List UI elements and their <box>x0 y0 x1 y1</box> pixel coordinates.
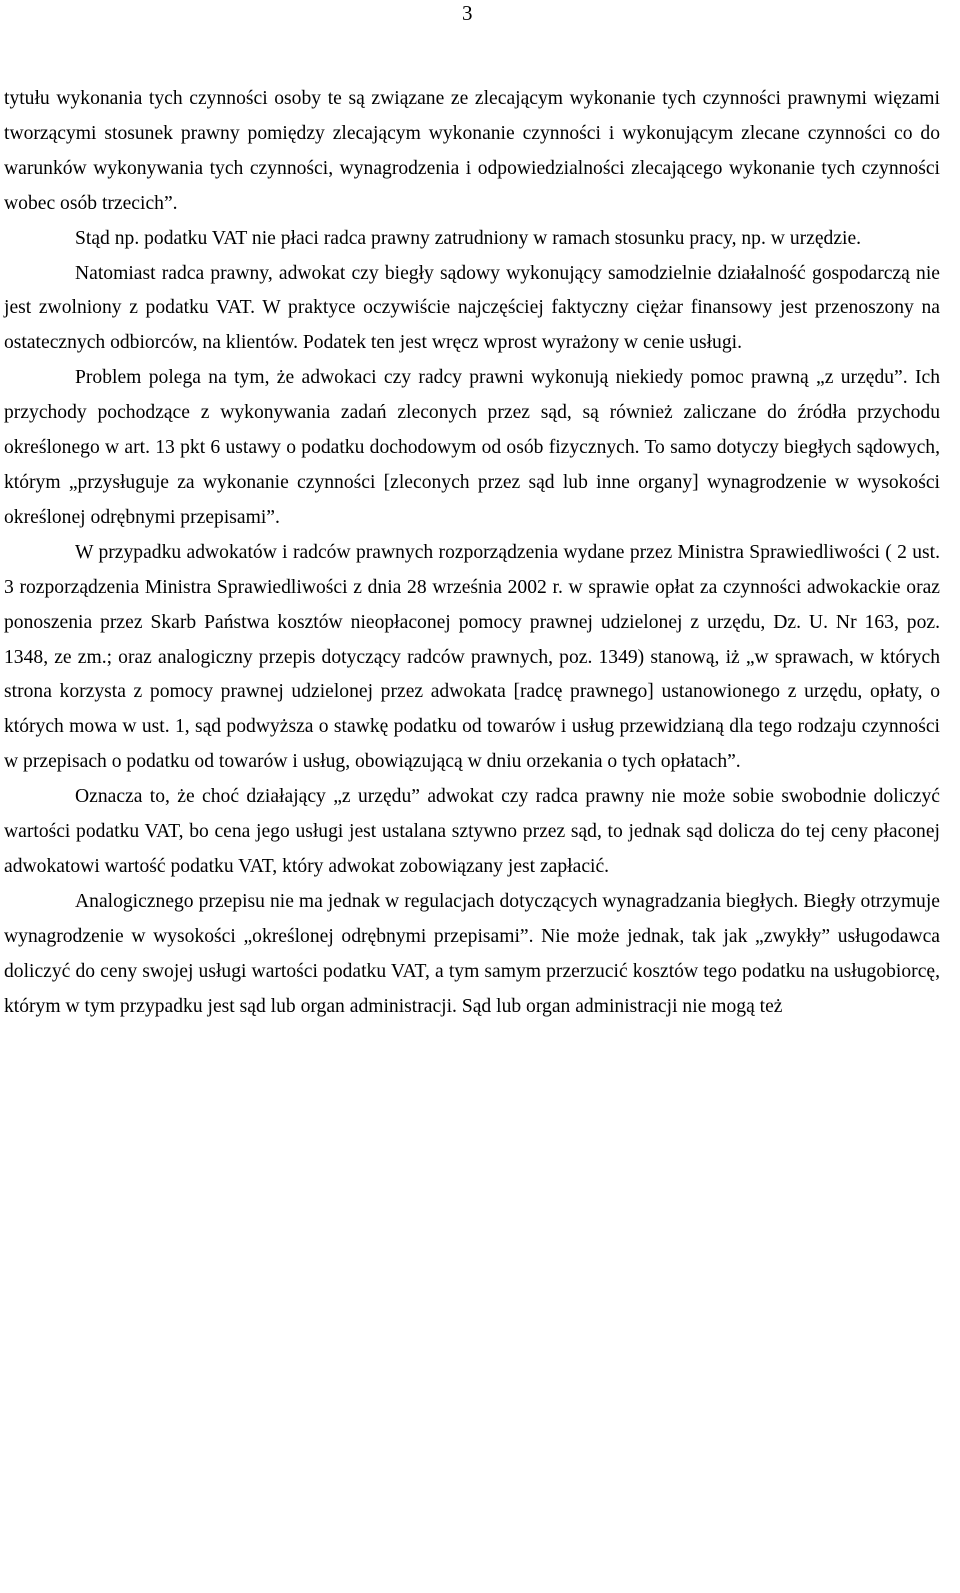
document-body <box>4 82 940 1024</box>
paragraph-3: Natomiast radca prawny, adwokat czy biegły sądowy wykonujący samodzielnie działalność gospodarczą nie jest zwolniony z podatku VAT. W praktyce oczywiście najczęściej faktyczny ciężar finansowy jest przenoszony na ostatecznych odbiorców, na klientów. Podatek ten jest wręcz wprost wyrażony w cenie usługi. <box>4 262 940 354</box>
paragraph-5: W przypadku adwokatów i radców prawnych rozporządzenia wydane przez Ministra Sprawiedliwości ( 2 ust. 3 rozporządzenia Ministra Sprawiedliwości z dnia 28 września 2002 r. w sprawie opłat za czynności adwokackie oraz ponoszenia przez Skarb Państwa kosztów nieopłaconej pomocy prawnej udzielonej z urzędu, Dz. U. Nr 163, poz. 1348, ze zm.; oraz analogiczny przepis dotyczący radców prawnych, poz. 1349) stanową, iż „w sprawach, w których strona korzysta z pomocy prawnej udzielonej przez adwokata [radcę prawnego] ustanowionego z urzędu, opłaty, o których mowa w ust. 1, sąd podwyższa o stawkę podatku od towarów i usług przewidzianą dla tego rodzaju czynności w przepisach o podatku od towarów i usług, obowiązującą w dniu orzekania o tych opłatach”. <box>4 541 940 773</box>
paragraph-2: Stąd np. podatku VAT nie płaci radca prawny zatrudniony w ramach stosunku pracy, np. w urzędzie. <box>75 227 862 249</box>
paragraph-7: Analogicznego przepisu nie ma jednak w regulacjach dotyczących wynagradzania biegłych. Biegły otrzymuje wynagrodzenie w wysokości „określonej odrębnymi przepisami”. Nie może jednak, tak jak „zwykły” usługodawca doliczyć do ceny swojej usługi wartości podatku VAT, a tym samym przerzucić kosztów tego podatku na usługobiorcę, którym w tym przypadku jest sąd lub organ administracji. Sąd lub organ administracji nie mogą też <box>4 890 940 1017</box>
paragraph-6: Oznacza to, że choć działający „z urzędu” adwokat czy radca prawny nie może sobie swobodnie doliczyć wartości podatku VAT, bo cena jego usługi jest ustalana sztywno przez sąd, to jednak sąd dolicza do tej ceny płaconej adwokatowi wartość podatku VAT, który adwokat zobowiązany jest zapłacić. <box>4 786 940 877</box>
paragraph-1: tytułu wykonania tych czynności osoby te są związane ze zlecającym wykonanie tych czynności prawnymi więzami tworzącymi stosunek prawny pomiędzy zlecającym wykonanie czynności i wykonującym zlecane czynności co do warunków wykonywania tych czynności, wynagrodzenia i odpowiedzialności zlecającego wykonanie tych czynności wobec osób trzecich”. <box>4 88 940 214</box>
paragraph-4: Problem polega na tym, że adwokaci czy radcy prawni wykonują niekiedy pomoc prawną „z urzędu”. Ich przychody pochodzące z wykonywania zadań zleconych przez sąd, są również zaliczane do źródła przychodu określonego w art. 13 pkt 6 ustawy o podatku dochodowym od osób fizycznych. To samo dotyczy biegłych sądowych, którym „przysługuje za wykonanie czynności [zleconych przez sąd lub inne organy] wynagrodzenie w wysokości określonej odrębnymi przepisami”. <box>4 367 940 528</box>
page-number: 3 <box>462 1 473 25</box>
